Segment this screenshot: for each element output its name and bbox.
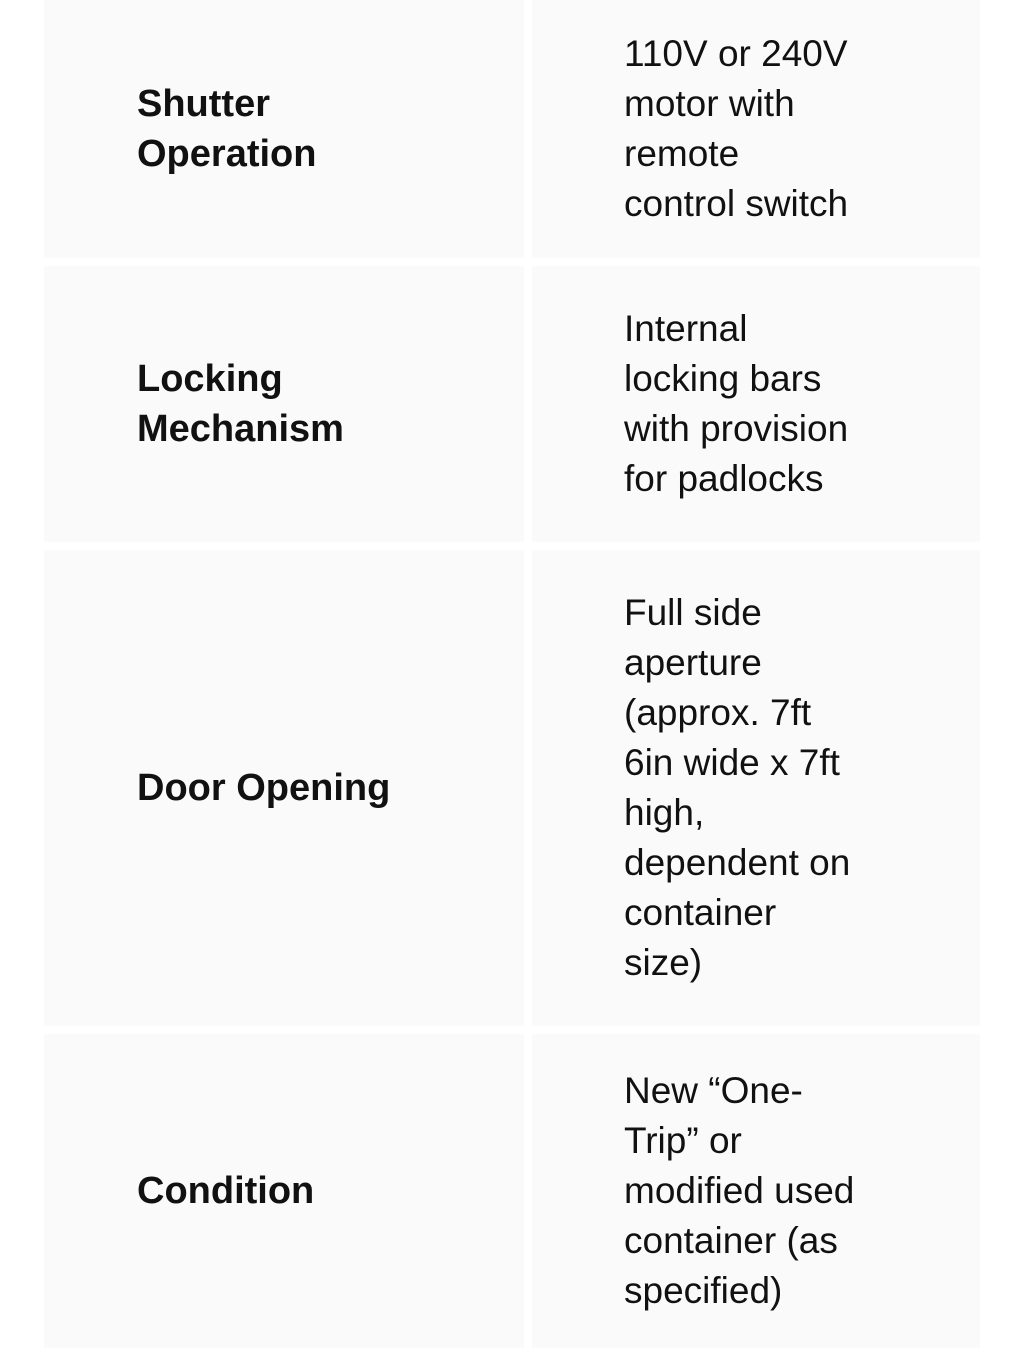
spec-row-locking-mechanism xyxy=(44,266,980,542)
spec-value-cell xyxy=(532,0,980,258)
spec-label-cell xyxy=(44,550,524,1026)
spec-value: 110V or 240V motor with remote control switch xyxy=(624,33,849,224)
spec-table xyxy=(44,0,980,1348)
spec-label-cell xyxy=(44,0,524,258)
spec-label-cell xyxy=(44,266,524,542)
spec-value: New “One- Trip” or modified used container (as specified) xyxy=(624,1070,855,1311)
spec-value-cell xyxy=(532,266,980,542)
spec-label: Shutter Operation xyxy=(137,83,317,175)
spec-value-cell xyxy=(532,550,980,1026)
spec-value: Internal locking bars with provision for padlocks xyxy=(624,308,849,499)
spec-label: Condition xyxy=(137,1170,315,1212)
spec-row-shutter-operation xyxy=(44,0,980,258)
spec-value-cell xyxy=(532,1034,980,1348)
spec-label-cell xyxy=(44,1034,524,1348)
spec-row-condition xyxy=(44,1034,980,1348)
spec-value: Full side aperture (approx. 7ft 6in wide x 7ft high, dependent on container size) xyxy=(624,592,851,983)
spec-label: Locking Mechanism xyxy=(137,358,344,450)
spec-label: Door Opening xyxy=(137,767,391,809)
spec-row-door-opening xyxy=(44,550,980,1026)
